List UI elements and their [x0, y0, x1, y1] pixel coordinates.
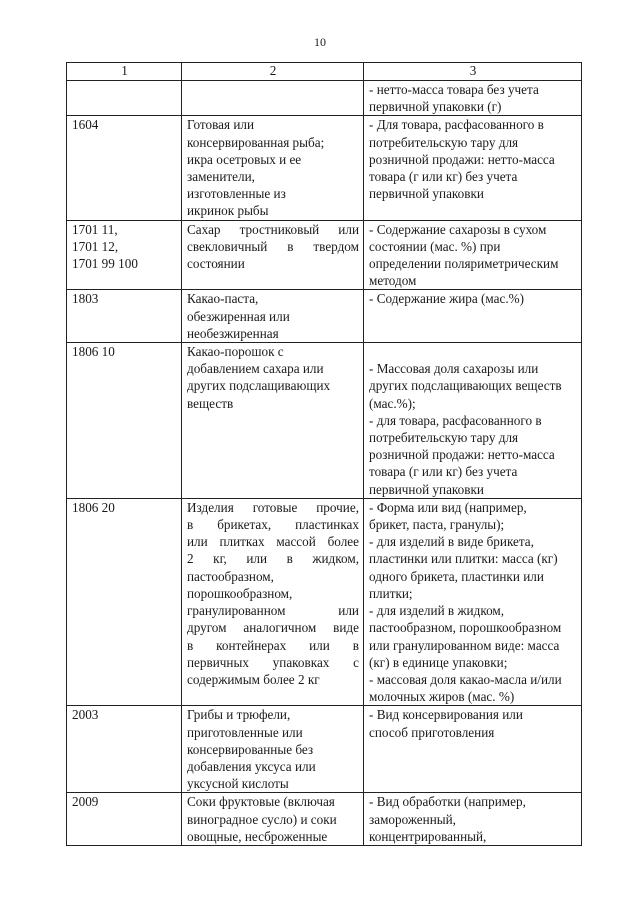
goods-description-cell [182, 116, 364, 220]
header-row [67, 63, 582, 81]
goods-description-cell [182, 793, 364, 846]
page-number: 10 [314, 35, 326, 49]
goods-description-cell [182, 220, 364, 290]
cell-text-line: первичной упаковки (г) [369, 99, 502, 115]
cell-text-line: состоянии [187, 256, 245, 272]
cell-text-line: консервированные без [187, 741, 314, 757]
cell-text-line: потребительскую тару для [369, 430, 519, 446]
cell-text-line: изготовленные из [187, 186, 286, 202]
cell-text-line: - Для товара, расфасованного в [369, 117, 544, 133]
cell-text-line: уксусной кислоты [187, 776, 289, 792]
cell-text-line: 1701 12, [72, 238, 119, 254]
cell-text-line: определении поляриметрическим [369, 256, 559, 272]
cell-text-line: замороженный, [369, 811, 456, 827]
hs-code-cell [67, 498, 182, 705]
column-header-3: 3 [364, 63, 582, 81]
cell-text-line: порошкообразном, [187, 585, 293, 601]
tariff-table [66, 62, 582, 846]
cell-text-line: Грибы и трюфели, [187, 707, 291, 723]
cell-text-line: гранулированном или [187, 603, 359, 619]
cell-text-line: - Содержание жира (мас.%) [369, 291, 525, 307]
cell-text-line: пластинки или плитки: масса (кг) [369, 551, 558, 567]
cell-text-line: методом [369, 273, 417, 289]
required-info-cell [364, 290, 582, 343]
cell-text-line: 2 кг, или в жидком, [187, 551, 359, 567]
cell-text-line: или плитках массой более [187, 534, 359, 550]
cell-text-line: (кг) в единице упаковки; [369, 654, 508, 670]
cell-text-line: или гранулированном виде: масса [369, 637, 560, 653]
table-row [67, 343, 582, 499]
required-info-cell [364, 793, 582, 846]
cell-text-line: другом аналогичном виде [187, 620, 359, 636]
cell-text-line: - для изделий в виде брикета, [369, 534, 534, 550]
cell-text-line: первичной упаковки [369, 481, 484, 497]
cell-text-line: (мас.%); [369, 395, 416, 411]
hs-code-cell [67, 706, 182, 793]
goods-description-cell [182, 498, 364, 705]
hs-code-cell [67, 116, 182, 220]
cell-text-line: потребительскую тару для [369, 134, 519, 150]
cell-text-line: первичных упаковках с [187, 654, 359, 670]
cell-text-line: розничной продажи: нетто-масса [369, 151, 555, 167]
cell-text-line: - Содержание сахарозы в сухом [369, 221, 547, 237]
cell-text-line: Готовая или [187, 117, 255, 133]
required-info-cell [364, 343, 582, 499]
table-row [67, 220, 582, 290]
required-info-cell [364, 706, 582, 793]
cell-text-line: свекловичный в твердом [187, 238, 359, 254]
cell-text-line: товара (г или кг) без учета [369, 169, 518, 185]
cell-text-line: пастообразном, порошкообразном [369, 620, 562, 636]
cell-text-line: добавления уксуса или [187, 758, 316, 774]
cell-text-line: товара (г или кг) без учета [369, 464, 518, 480]
goods-description-cell [182, 81, 364, 116]
cell-text-line: 1701 11, [72, 221, 118, 237]
cell-text-line: 1806 20 [72, 499, 115, 515]
hs-code-cell [67, 793, 182, 846]
cell-text-line: - для изделий в жидком, [369, 603, 505, 619]
column-header-1: 1 [67, 63, 182, 81]
cell-text-line: плитки; [369, 585, 413, 601]
column-header-2: 2 [182, 63, 364, 81]
goods-description-cell [182, 706, 364, 793]
cell-text-line: 1806 10 [72, 344, 115, 360]
cell-text-line: способ приготовления [369, 724, 495, 740]
cell-text-line: обезжиренная или [187, 308, 290, 324]
table-body [67, 81, 582, 846]
cell-text-line: веществ [187, 395, 234, 411]
cell-text-line: - Массовая доля сахарозы или [369, 361, 539, 377]
cell-text-line: концентрированный, [369, 828, 487, 844]
goods-description-cell [182, 290, 364, 343]
table-row [67, 498, 582, 705]
cell-text-line: розничной продажи: нетто-масса [369, 447, 555, 463]
cell-text-line: 1803 [72, 291, 99, 307]
required-info-cell [364, 220, 582, 290]
required-info-cell [364, 498, 582, 705]
hs-code-cell [67, 343, 182, 499]
cell-text-line: добавлением сахара или [187, 361, 324, 377]
cell-text-line: других подслащивающих веществ [369, 378, 562, 394]
cell-text-line: содержимым более 2 кг [187, 671, 320, 687]
cell-text-line: заменители, [187, 169, 255, 185]
cell-text-line: консервированная рыба; [187, 134, 325, 150]
cell-text-line: - Вид обработки (например, [369, 794, 526, 810]
cell-text-line: Изделия готовые прочие, [187, 499, 359, 515]
hs-code-cell [67, 290, 182, 343]
cell-text-line: виноградное сусло) и соки [187, 811, 337, 827]
table-row [67, 116, 582, 220]
cell-text-line: икра осетровых и ее [187, 151, 302, 167]
cell-text-line: Какао-паста, [187, 291, 259, 307]
cell-text-line: в контейнерах или в [187, 637, 359, 653]
cell-text-line: - для товара, расфасованного в [369, 412, 542, 428]
cell-text-line: молочных жиров (мас. %) [369, 689, 515, 705]
table-header [67, 63, 582, 81]
cell-text-line: 2009 [72, 794, 99, 810]
cell-text-line: овощные, несброженные [187, 828, 328, 844]
cell-text-line: - Вид консервирования или [369, 707, 523, 723]
hs-code-cell [67, 81, 182, 116]
cell-text-line: состоянии (мас. %) при [369, 238, 501, 254]
cell-text-line: - Форма или вид (например, [369, 499, 527, 515]
table-row [67, 706, 582, 793]
cell-text-line: в брикетах, пластинках [187, 517, 359, 533]
cell-text-line: 1604 [72, 117, 99, 133]
cell-text-line: первичной упаковки [369, 186, 484, 202]
hs-code-cell [67, 220, 182, 290]
cell-text-line: 1701 99 100 [72, 256, 138, 272]
cell-text-line: одного брикета, пластинки или [369, 568, 544, 584]
cell-text-line: Соки фруктовые (включая [187, 794, 335, 810]
cell-text-line: - массовая доля какао-масла и/или [369, 671, 562, 687]
cell-text-line: необезжиренная [187, 325, 279, 341]
cell-text-line [369, 343, 577, 360]
cell-text-line: - нетто-масса товара без учета [369, 82, 539, 97]
cell-text-line: 2003 [72, 707, 99, 723]
cell-text-line: Какао-порошок с [187, 344, 284, 360]
cell-text-line: икринок рыбы [187, 203, 269, 219]
cell-text-line: приготовленные или [187, 724, 303, 740]
table-row [67, 81, 582, 116]
cell-text-line: пастообразном, [187, 568, 274, 584]
cell-text-line: брикет, паста, гранулы); [369, 517, 505, 533]
cell-text-line: Сахар тростниковый или [187, 221, 359, 237]
table-row [67, 290, 582, 343]
table-row [67, 793, 582, 846]
goods-description-cell [182, 343, 364, 499]
required-info-cell [364, 116, 582, 220]
cell-text-line: других подслащивающих [187, 378, 331, 394]
required-info-cell [364, 81, 582, 116]
